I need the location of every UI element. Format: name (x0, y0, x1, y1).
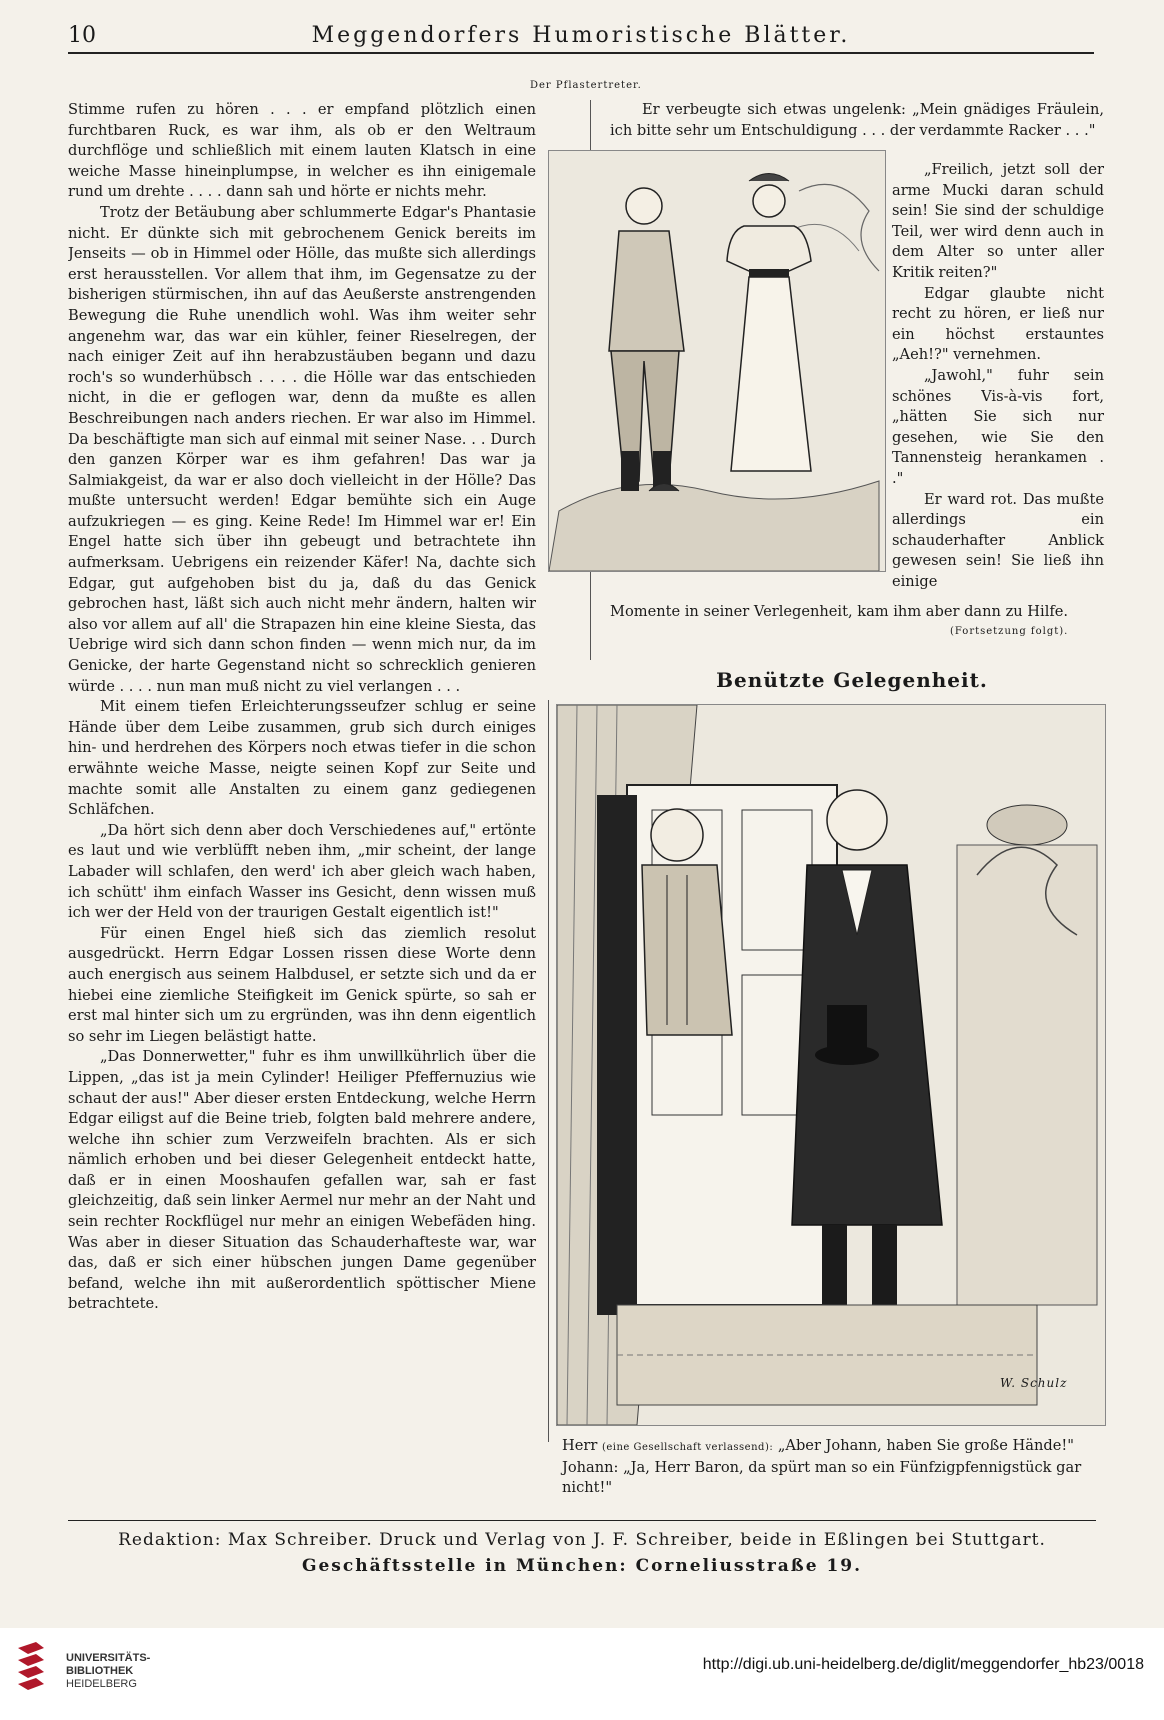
library-logo-icon[interactable] (14, 1640, 58, 1700)
illustration-couple (548, 150, 886, 572)
cartoon-title: Benützte Gelegenheit. (716, 668, 988, 692)
story-paragraph: Er verbeugte sich etwas ungelenk: „Mein gnädiges Fräulein, ich bitte sehr um Entschuldigung . . . der verdammte Racker . . ." (610, 101, 1104, 139)
story-paragraph: Mit einem tiefen Erleichterungsseufzer schlug er seine Hände über dem Leibe zusammen, grub sich durch einiges hin- und herdrehen des Körpers noch etwas tiefer in die schon erwähnte weiche Masse, neigte seinen Kopf zur Seite und machte somit alle Anstalten zu einem ganz gediegenen Schläfchen. (68, 698, 536, 819)
story-right-narrow (892, 160, 1104, 592)
story-paragraph: Stimme rufen zu hören . . . er empfand plötzlich einen furchtbaren Ruck, es war ihm, als ob er den Weltraum durchflöge und schließlich mit einem lauten Klatsch in eine weiche Masse hineinplumpse, in welcher es ihn einigemale rund um drehte . . . . dann sah und hörte er nichts mehr. (68, 101, 536, 201)
caption-line-2 (562, 1458, 1104, 1498)
story-right-top (610, 100, 1104, 141)
artist-signature: W. Schulz (1000, 1376, 1068, 1390)
cartoon-divider (548, 700, 549, 1442)
johann-quote: „Ja, Herr Baron, da spürt man so ein Fünfzigpfennigstück gar nicht!" (562, 1459, 1082, 1496)
library-name-line: HEIDELBERG (66, 1678, 137, 1690)
speaker-herr: Herr (562, 1437, 598, 1454)
imprint-rule (68, 1520, 1096, 1521)
viewer-footer-bar (0, 1628, 1164, 1720)
stage-direction: (eine Gesellschaft verlassend): (601, 1442, 774, 1453)
cartoon-drawing (557, 705, 1105, 1425)
couple-drawing (549, 151, 885, 571)
illustration-cartoon (556, 704, 1106, 1426)
story-title: Der Pflastertreter. (530, 80, 642, 91)
source-url-link[interactable]: http://digi.ub.uni-heidelberg.de/diglit/meggendorfer_hb23/0018 (702, 1656, 1144, 1673)
page-number: 10 (68, 22, 96, 48)
story-paragraph: Er ward rot. Das mußte allerdings ein schauderhafter Anblick gewesen sein! Sie ließ ihn einige (892, 490, 1104, 590)
story-paragraph: „Da hört sich denn aber doch Verschiedenes auf," ertönte es laut und wie verblüfft neben ihm, „mir scheint, der lange Labader will schlafen, den werd' ich aber gleich wach haben, ich schütt' ihm einfach Wasser ins Gesicht, denn wissen muß ich wer der Held von der traurigen Gestalt eigentlich ist!" (68, 821, 536, 922)
herr-quote: „Aber Johann, haben Sie große Hände!" (777, 1437, 1074, 1454)
journal-title: Meggendorfers Humoristische Blätter. (311, 22, 851, 48)
story-left-column (68, 100, 536, 1520)
story-paragraph: Momente in seiner Verlegenheit, kam ihm aber dann zu Hilfe. (610, 603, 1069, 620)
imprint-line-2: Geschäftsstelle in München: Corneliusstraße 19. (301, 1556, 863, 1576)
running-header (68, 18, 1094, 54)
story-paragraph: Für einen Engel hieß sich das ziemlich resolut ausgedrückt. Herrn Edgar Lossen rissen diese Worte denn auch energisch aus seinem Halbdusel, er setzte sich und da er hiebei eine ziemliche Steifigkeit im Genick spürte, so sah er erst mal hinter sich um zu ergründen, was ihn denn eigentlich so sehr im Liegen belästigt hatte. (68, 924, 536, 1045)
library-name-line: BIBLIOTHEK (66, 1665, 134, 1677)
library-name[interactable] (66, 1652, 150, 1691)
continued-note: (Fortsetzung folgt). (950, 626, 1069, 637)
story-paragraph: „Freilich, jetzt soll der arme Mucki daran schuld sein! Sie sind der schuldige Teil, wer wird denn auch in dem Alter so unter aller Kritik reiten?" (892, 161, 1104, 281)
story-paragraph: Edgar glaubte nicht recht zu hören, er ließ nur ein höchst erstauntes „Aeh!?" vernehmen. (892, 284, 1104, 364)
library-name-line: UNIVERSITÄTS- (66, 1652, 151, 1664)
story-paragraph: „Jawohl," fuhr sein schönes Vis-à-vis fort, „hätten Sie sich nur gesehen, wie Sie den Tannensteig herankamen . ." (892, 366, 1104, 487)
caption-line-1 (562, 1436, 1104, 1458)
cartoon-caption (562, 1436, 1104, 1498)
imprint-line-1: Redaktion: Max Schreiber. Druck und Verlag von J. F. Schreiber, beide in Eßlingen bei Stuttgart. (118, 1530, 1046, 1550)
story-right-bottom (610, 602, 1104, 623)
speaker-johann: Johann: (562, 1459, 619, 1476)
story-paragraph: „Das Donnerwetter," fuhr es ihm unwillkührlich über die Lippen, „das ist ja mein Cylinder! Heiliger Pfeffernuzius wie schaut der aus!" Aber dieser ersten Entdeckung, welche Herrn Edgar eiligst auf die Beine trieb, folgten bald mehrere andere, welche ihn schier zum Verzweifeln brachten. Als er sich nämlich erhoben und bei dieser Gelegenheit entdeckt hatte, daß er in einen Mooshaufen gefallen war, sah er fast gleichzeitig, daß sein linker Aermel nur mehr an der Naht und sein rechter Rockflügel nur mehr an einigen Webefäden hing. Was aber in dieser Situation das Schauderhafteste war, war das, daß er sich einer hübschen jungen Dame gegenüber befand, welche ihn mit außerordentlich spöttischer Miene betrachtete. (68, 1048, 536, 1313)
story-paragraph: Trotz der Betäubung aber schlummerte Edgar's Phantasie nicht. Er dünkte sich mit gebrochenem Genick bereits im Jenseits — ob in Himmel oder Hölle, das mußte sich allerdings erst herausstellen. Vor allem that ihm, im Gegensatze zu der bisherigen stürmischen, ihn auf das Aeußerste anstrengenden Bewegung die Ruhe unendlich wohl. Was ihm weiter sehr angenehm war, das war ein kühler, feiner Rieselregen, der nach einiger Zeit auf ihn herabzustäuben begann und dazu roch's so wunderhübsch . . . . die Hölle war das entschieden nicht, in die er geflogen war, denn da mußte es allen Beschreibungen nach anders riechen. Er war also im Himmel. Da beschäftigte man sich auf einmal mit seiner Nase. . . Durch den ganzen Körper war es ihm gefahren! Das war ja Salmiakgeist, da war er also doch vielleicht in der Hölle? Das mußte untersucht werden! Edgar bemühte sich ein Auge aufzukriegen — es ging. Keine Rede! Im Himmel war er! Ein Engel hatte sich über ihn gebeugt und betrachtete ihn aufmerksam. Uebrigens ein reizender Käfer! Na, dachte sich Edgar, gut aufgehoben bist du ja, daß du das Genick gebrochen hast, läßt sich auch nicht mehr ändern, halten wir also vor allem auf all' die Strapazen hin eine kleine Siesta, das Uebrige wird sich dann schon finden — wenn mich nur, da im Genicke, der harte Gegenstand nicht so schrecklich genieren würde . . . . nun man muß nicht zu viel verlangen . . . (68, 203, 536, 695)
